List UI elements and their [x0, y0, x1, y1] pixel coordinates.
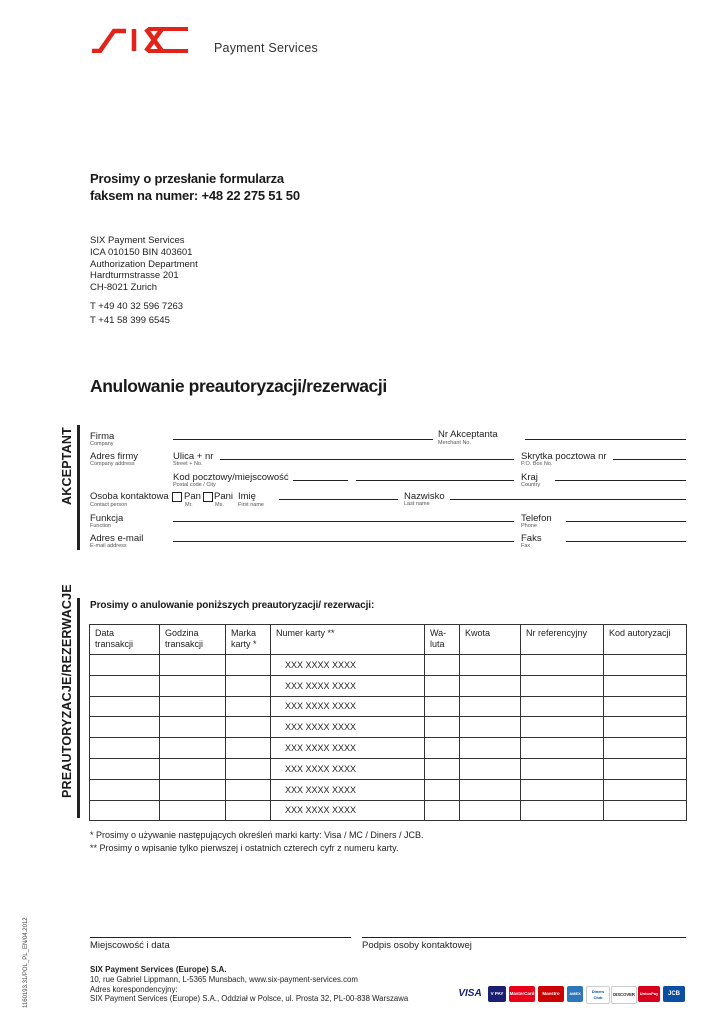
table-cell[interactable] — [226, 696, 271, 717]
kod-sub: Postal code / City — [173, 482, 216, 488]
footer — [90, 965, 408, 1004]
table-cell[interactable] — [460, 758, 521, 779]
footnotes — [90, 829, 423, 854]
col-kod-autoryzacji: Kod autoryzacji — [604, 625, 687, 655]
table-row — [90, 675, 687, 696]
pan-sub: Mr. — [185, 502, 193, 508]
table-row — [90, 779, 687, 800]
table-cell[interactable] — [460, 800, 521, 821]
pan-label: Pan — [184, 491, 201, 502]
skrytka-sub: P.O. Box No. — [521, 461, 553, 467]
address-line: SIX Payment Services — [90, 235, 185, 246]
kraj-sub: Country — [521, 482, 541, 488]
mastercard-logo: MasterCard — [509, 986, 535, 1002]
table-cell[interactable] — [521, 779, 604, 800]
table-cell[interactable] — [604, 717, 687, 738]
unionpay-logo: UnionPay — [638, 986, 660, 1002]
telefon-label: Telefon — [521, 513, 552, 524]
vpay-logo: V PAY — [488, 986, 506, 1002]
table-cell[interactable] — [226, 675, 271, 696]
footer-line: 10, rue Gabriel Lippmann, L-5365 Munsbach, www.six-payment-services.com — [90, 974, 358, 984]
table-cell[interactable] — [226, 779, 271, 800]
col-nr-referencyjny: Nr referencyjny — [521, 625, 604, 655]
table-cell[interactable] — [425, 655, 460, 676]
miejscowosc-field[interactable] — [356, 480, 514, 481]
nazwisko-field[interactable] — [450, 499, 686, 500]
table-cell[interactable] — [160, 675, 226, 696]
table-cell[interactable] — [90, 675, 160, 696]
card-number-cell[interactable]: XXX XXXX XXXX — [271, 758, 425, 779]
address-line: Hardturmstrasse 201 — [90, 270, 179, 282]
nr-akceptanta-sub: Merchant No. — [438, 440, 472, 446]
table-row — [90, 758, 687, 779]
address-line: ICA 010150 BIN 403601 — [90, 246, 193, 258]
faks-field[interactable] — [566, 541, 686, 542]
table-cell[interactable] — [160, 800, 226, 821]
table-cell[interactable] — [90, 717, 160, 738]
table-cell[interactable] — [521, 655, 604, 676]
table-cell[interactable] — [460, 696, 521, 717]
email-sub: E-mail address — [90, 543, 127, 549]
card-brands — [454, 986, 686, 1004]
version-code: 1160193.31/POL_PL_EN/04.2012 — [23, 917, 29, 1008]
email-field[interactable] — [173, 541, 514, 542]
table-cell[interactable] — [226, 738, 271, 759]
section-label-akceptant: AKCEPTANT — [60, 427, 74, 505]
faks-sub: Fax — [521, 543, 531, 549]
table-row — [90, 696, 687, 717]
table-cell[interactable] — [425, 758, 460, 779]
table-cell[interactable] — [90, 800, 160, 821]
table-row — [90, 655, 687, 676]
signature-label: Podpis osoby kontaktowej — [362, 940, 472, 951]
nazwisko-label: Nazwisko — [404, 491, 445, 502]
col-marka: Marka karty * — [226, 625, 271, 655]
table-cell[interactable] — [460, 738, 521, 759]
six-logo — [90, 27, 190, 53]
table-cell[interactable] — [460, 655, 521, 676]
address-line: CH-8021 Zurich — [90, 282, 158, 294]
firma-label: Firma — [90, 431, 115, 442]
card-number-cell[interactable]: XXX XXXX XXXX — [271, 655, 425, 676]
kraj-field[interactable] — [555, 480, 686, 481]
nr-akceptanta-field[interactable] — [525, 439, 686, 440]
col-numer-karty: Numer karty ** — [271, 625, 425, 655]
nr-akceptanta-label: Nr Akceptanta — [438, 429, 498, 440]
funkcja-sub: Function — [90, 523, 112, 529]
table-cell[interactable] — [425, 675, 460, 696]
table-cell[interactable] — [160, 696, 226, 717]
imie-label: Imię — [238, 491, 256, 502]
maestro-logo: Maestro — [538, 986, 564, 1002]
telefon-sub: Phone — [521, 523, 537, 529]
table-cell[interactable] — [90, 779, 160, 800]
jcb-logo: JCB — [663, 986, 685, 1002]
ulica-field[interactable] — [220, 459, 514, 460]
table-cell[interactable] — [604, 779, 687, 800]
imie-sub: First name — [238, 502, 264, 508]
table-row — [90, 800, 687, 821]
phone-numbers — [90, 300, 183, 328]
signature-field[interactable] — [362, 937, 686, 938]
table-cell[interactable] — [425, 696, 460, 717]
email-label: Adres e-mail — [90, 533, 144, 544]
footnote: ** Prosimy o wpisanie tylko pierwszej i ostatnich czterech cyfr z numeru karty. — [90, 842, 399, 853]
table-cell[interactable] — [226, 800, 271, 821]
table-cell[interactable] — [604, 738, 687, 759]
card-number-cell[interactable]: XXX XXXX XXXX — [271, 675, 425, 696]
table-cell[interactable] — [604, 675, 687, 696]
table-cell[interactable] — [160, 655, 226, 676]
table-cell[interactable] — [425, 717, 460, 738]
table-cell[interactable] — [521, 696, 604, 717]
table-cell[interactable] — [160, 779, 226, 800]
section-bar — [77, 425, 80, 550]
logo-subtitle: Payment Services — [214, 41, 318, 55]
kraj-label: Kraj — [521, 472, 538, 483]
table-cell[interactable] — [226, 717, 271, 738]
footer-line: Adres korespondencyjny: — [90, 984, 178, 994]
pani-label: Pani — [214, 491, 234, 502]
table-row — [90, 717, 687, 738]
table-cell[interactable] — [226, 758, 271, 779]
card-number-cell[interactable]: XXX XXXX XXXX — [271, 800, 425, 821]
skrytka-field[interactable] — [613, 459, 686, 460]
table-header-row — [90, 625, 687, 655]
discover-logo: DISCOVER — [611, 986, 637, 1004]
table-cell[interactable] — [604, 696, 687, 717]
table-cell[interactable] — [604, 655, 687, 676]
table-cell[interactable] — [460, 779, 521, 800]
col-kwota: Kwota — [460, 625, 521, 655]
osoba-label: Osoba kontaktowa — [90, 491, 169, 502]
footnote: * Prosimy o używanie następujących określeń marki karty: Visa / MC / Diners / JCB. — [90, 830, 424, 840]
table-cell[interactable] — [90, 696, 160, 717]
table-cell[interactable] — [460, 675, 521, 696]
pani-sub: Ms. — [215, 502, 224, 508]
place-date-label: Miejscowość i data — [90, 940, 170, 951]
card-number-cell[interactable]: XXX XXXX XXXX — [271, 779, 425, 800]
telefon-field[interactable] — [566, 521, 686, 522]
transactions-table — [89, 624, 687, 821]
table-cell[interactable] — [160, 758, 226, 779]
table-cell[interactable] — [160, 738, 226, 759]
table-cell[interactable] — [425, 779, 460, 800]
table-cell[interactable] — [90, 758, 160, 779]
funkcja-field[interactable] — [173, 521, 514, 522]
table-cell[interactable] — [604, 758, 687, 779]
osoba-sub: Contact person — [90, 502, 128, 508]
section-bar — [77, 598, 80, 818]
pan-checkbox[interactable] — [172, 492, 182, 502]
table-row — [90, 738, 687, 759]
adres-firmy-label: Adres firmy — [90, 451, 139, 462]
fax-instructions — [90, 170, 300, 204]
card-number-cell[interactable]: XXX XXXX XXXX — [271, 717, 425, 738]
ulica-label: Ulica + nr — [173, 451, 214, 462]
kod-label: Kod pocztowy/miejscowość — [173, 472, 289, 483]
diners-logo: Diners Club — [586, 986, 610, 1004]
table-cell[interactable] — [521, 758, 604, 779]
table-cell[interactable] — [160, 717, 226, 738]
section-label-preautoryzacje: PREAUTORYZACJE/REZERWACJE — [60, 584, 74, 798]
fax-line2: faksem na numer: +48 22 275 51 50 — [90, 188, 300, 203]
table-cell[interactable] — [521, 800, 604, 821]
table-cell[interactable] — [604, 800, 687, 821]
funkcja-label: Funkcja — [90, 513, 124, 524]
page-title: Anulowanie preautoryzacji/rezerwacji — [90, 376, 387, 396]
ulica-sub: Street + No. — [173, 461, 203, 467]
table-cell[interactable] — [226, 655, 271, 676]
address-line: Authorization Department — [90, 258, 198, 270]
col-waluta: Wa- luta — [425, 625, 460, 655]
table-cell[interactable] — [425, 800, 460, 821]
pani-checkbox[interactable] — [203, 492, 213, 502]
place-date-field[interactable] — [90, 937, 351, 938]
firma-field[interactable] — [173, 439, 433, 440]
table-cell[interactable] — [425, 738, 460, 759]
adres-firmy-sub: Company address — [90, 461, 135, 467]
imie-field[interactable] — [279, 499, 398, 500]
footer-line: SIX Payment Services (Europe) S.A., Oddział w Polsce, ul. Prosta 32, PL-00-838 Warszawa — [90, 994, 409, 1004]
skrytka-label: Skrytka pocztowa nr — [521, 451, 607, 462]
fax-line1: Prosimy o przesłanie formularza — [90, 171, 284, 186]
visa-logo: VISA — [454, 986, 486, 1002]
firma-sub: Company — [90, 441, 114, 447]
col-data: Data transakcji — [90, 625, 160, 655]
card-number-cell[interactable]: XXX XXXX XXXX — [271, 738, 425, 759]
table-cell[interactable] — [460, 717, 521, 738]
table-cell[interactable] — [521, 717, 604, 738]
phone-line: T +49 40 32 596 7263 — [90, 301, 184, 312]
col-godzina: Godzina transakcji — [160, 625, 226, 655]
table-cell[interactable] — [521, 675, 604, 696]
amex-logo: AMEX — [567, 986, 583, 1002]
request-title: Prosimy o anulowanie poniższych preautoryzacji/ rezerwacji: — [90, 600, 375, 611]
card-number-cell[interactable]: XXX XXXX XXXX — [271, 696, 425, 717]
faks-label: Faks — [521, 533, 542, 544]
phone-line: T +41 58 399 6545 — [90, 315, 170, 326]
kod-field[interactable] — [293, 480, 348, 481]
recipient-address — [90, 235, 198, 294]
table-cell[interactable] — [90, 738, 160, 759]
table-cell[interactable] — [521, 738, 604, 759]
footer-company: SIX Payment Services (Europe) S.A. — [90, 965, 227, 974]
table-cell[interactable] — [90, 655, 160, 676]
nazwisko-sub: Last name — [404, 501, 430, 507]
